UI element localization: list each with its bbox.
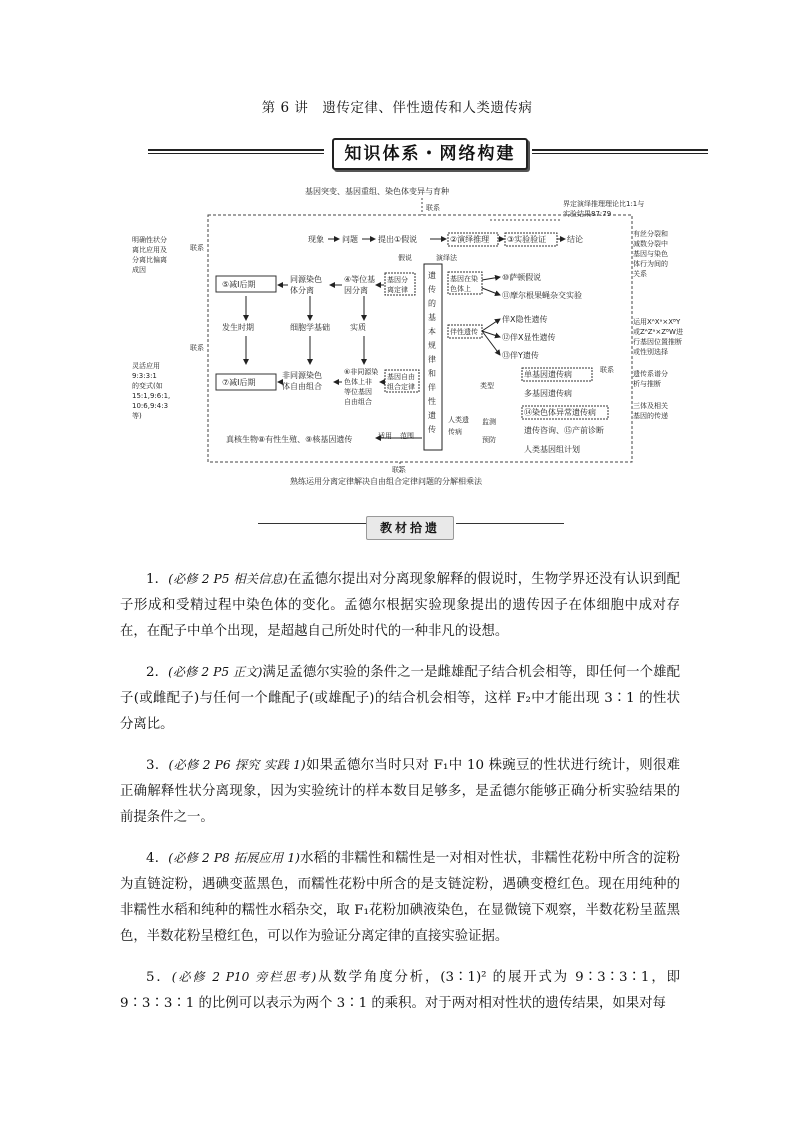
paragraph-number: 2． <box>146 665 169 680</box>
banxing-label: 伴性遗传 <box>450 328 478 336</box>
leixing-label: 类型 <box>480 382 494 390</box>
node-6-2: 等位基因 <box>344 388 372 396</box>
node-fenli-1: 离定律 <box>387 286 408 294</box>
left-lianxi-1: 联系 <box>190 244 204 252</box>
bottom-flow-0: 真核生物⑧有性生殖、⑨核基因遗传 <box>226 435 353 444</box>
paragraph-5 <box>120 964 680 1017</box>
svg-text:性: 性 <box>428 397 436 406</box>
banner-title: 知识体系・网络构建 <box>332 138 528 170</box>
svg-text:遗: 遗 <box>428 411 436 420</box>
right-lianxi: 联系 <box>600 366 614 374</box>
flow-0: 现象 <box>308 235 324 244</box>
left-note-2-5: 等) <box>132 412 142 420</box>
paragraph-source: (必修 2 P5 相关信息) <box>168 572 288 586</box>
right-item2-1: 多基因遗传病 <box>524 389 572 398</box>
right-item-3: ⑫伴X显性遗传 <box>502 333 556 342</box>
knowledge-network-diagram <box>130 180 690 490</box>
outer-dashed-frame <box>208 215 632 462</box>
flow-1: 问题 <box>342 235 358 244</box>
paragraph-source: (必修 2 P8 拓展应用 1) <box>168 851 300 865</box>
left-note-1-0: 明确性状分 <box>132 236 167 244</box>
right-note-1-3: 体行为间的 <box>633 260 668 268</box>
node-6-0: ⑥非同源染 <box>344 368 379 376</box>
right-item-0: ⑩萨顿假说 <box>502 273 542 282</box>
sub-banner-line-left <box>258 523 366 524</box>
yufang-label: 预防 <box>482 436 496 444</box>
svg-text:基: 基 <box>428 313 436 322</box>
right-note-3-0: 遗传系谱分 <box>633 370 668 378</box>
page-title: 第 6 讲 遗传定律、伴性遗传和人类遗传病 <box>261 100 533 116</box>
left-lianxi-2: 联系 <box>190 344 204 352</box>
svg-text:伴: 伴 <box>428 383 436 392</box>
svg-text:的: 的 <box>428 299 436 308</box>
banner-rule-right <box>532 149 708 151</box>
section-banner <box>148 136 708 170</box>
node-fei-1: 体自由组合 <box>282 382 322 391</box>
paragraph-number: 5． <box>146 970 172 985</box>
top-right-note-2: 实验结果87:79 <box>563 210 612 218</box>
node-fenli-0: 基因分 <box>387 276 408 284</box>
right-item2-0: 单基因遗传病 <box>524 370 572 379</box>
right-item2-2: ⑭染色体异常遗传病 <box>524 408 596 417</box>
paragraph-number: 1． <box>146 572 169 587</box>
jiashuo-label: 假说 <box>398 254 412 262</box>
right-note-1-1: 减数分裂中 <box>633 240 668 248</box>
left-note-2-0: 灵活应用 <box>132 362 160 370</box>
right-item2-4: 人类基因组计划 <box>524 445 580 454</box>
right-note-2-2: 行基因位置推断 <box>633 338 682 346</box>
paragraph-1 <box>120 566 680 645</box>
top-lianxi: 联系 <box>426 204 440 212</box>
section-title: 教材拾遗 <box>366 516 454 540</box>
node-6-3: 自由组合 <box>344 398 372 406</box>
node-4-1: 因分离 <box>344 286 368 295</box>
paragraph-number: 4． <box>146 851 169 866</box>
left-note-1-3: 成因 <box>132 266 146 274</box>
node-fei-0: 非同源染色 <box>282 371 322 380</box>
paragraph-text: 从数学角度分析，(3∶1)² 的展开式为 9∶3∶3∶1，即 9∶3∶3∶1 的比例可以表示为两个 3∶1 的乘积。对于两对相对性状的遗传结果，如果对每 <box>120 970 680 1011</box>
paragraph-source: (必修 2 P10 旁栏思考) <box>171 970 317 984</box>
bottom-flow-2: 范围 <box>400 432 414 440</box>
svg-text:本: 本 <box>428 327 436 336</box>
right-note-2-0: 运用XᴬXᵃ×XᴮY <box>633 318 681 326</box>
paragraph-source: (必修 2 P5 正文) <box>168 665 263 679</box>
paragraph-text: 满足孟德尔实验的条件之一是雌雄配子结合机会相等，即任何一个雄配子(或雌配子)与任何一个雌配子(或雄配子)的结合机会相等，这样 F₂中才能出现 3∶1 的性状分离比。 <box>120 665 680 732</box>
top-note: 基因突变、基因重组、染色体变异与育种 <box>305 187 449 196</box>
left-note-2-2: 的变式(如 <box>132 382 163 390</box>
svg-text:遗: 遗 <box>428 271 436 280</box>
bottom-lianxi: 联系 <box>392 466 406 474</box>
right-note-4-0: 三体及相关 <box>633 402 668 410</box>
flow-4: ③实验验证 <box>507 235 547 244</box>
node-ziyou-1: 组合定律 <box>387 383 415 391</box>
right-note-3-1: 析与推断 <box>633 380 661 388</box>
svg-text:律: 律 <box>428 355 436 364</box>
node-5: ⑤减Ⅰ后期 <box>222 280 256 289</box>
right-note-1-0: 有丝分裂和 <box>633 230 668 238</box>
svg-text:规: 规 <box>428 341 436 350</box>
paragraph-2 <box>120 659 680 738</box>
jiance-label: 监测 <box>482 418 496 426</box>
svg-text:传: 传 <box>428 425 436 434</box>
left-note-1-2: 分离比偏离 <box>132 256 167 264</box>
banner-rule-left <box>148 149 324 151</box>
node-4-0: ④等位基 <box>344 275 376 284</box>
flow-3: ②演绎推理 <box>450 235 490 244</box>
paragraph-text: 水稻的非糯性和糯性是一对相对性状，非糯性花粉中所含的淀粉为直链淀粉，遇碘变蓝黑色，而糯性花粉中所含的是支链淀粉，遇碘变橙红色。现在用纯种的非糯性水稻和纯种的糯性水稻杂交，取 F₁花粉加碘液染色，在显微镜下观察，半数花粉呈蓝黑色，半数花粉呈橙红色，可以作为验证分离定律的直接实验证据。 <box>120 851 680 944</box>
right-note-2-1: 或ZᴬZᵃ×ZᴮW进 <box>633 328 683 336</box>
right-note-2-3: 或性别选择 <box>633 348 668 356</box>
bottom-note: 熟练运用分离定律解决自由组合定律问题的分解相乘法 <box>290 477 482 486</box>
node-ziyou-0: 基因自由 <box>387 373 415 381</box>
svg-text:和: 和 <box>428 369 436 378</box>
paragraph-text: 在孟德尔提出对分离现象解释的假说时，生物学界还没有认识到配子形成和受精过程中染色体的变化。孟德尔根据实验现象提出的遗传因子在体细胞中成对存在，在配子中单个出现，是超越自己所处时代的一种非凡的设想。 <box>120 572 681 639</box>
left-note-2-1: 9:3:3:1 <box>132 372 157 380</box>
sub-banner-line-right <box>456 523 564 524</box>
paragraph-number: 3． <box>146 758 169 773</box>
right-item-4: ⑬伴Y遗传 <box>502 351 539 360</box>
right-item-2: 伴X隐性遗传 <box>502 315 548 324</box>
paragraph-4 <box>120 845 680 950</box>
diagram-svg <box>130 180 690 490</box>
jiyin-zai-0: 基因在染 <box>450 275 478 283</box>
paragraph-source: (必修 2 P6 探究 实践 1) <box>168 758 306 772</box>
row-label-0: 发生时期 <box>222 323 254 332</box>
sub-section-banner <box>258 518 564 544</box>
node-6-1: 色体上非 <box>344 378 372 386</box>
svg-text:传: 传 <box>428 285 436 294</box>
row-label-2: 实质 <box>350 323 366 332</box>
left-note-2-3: 15:1,9:6:1, <box>132 392 171 400</box>
paragraph-text: 如果孟德尔当时只对 F₁中 10 株豌豆的性状进行统计，则很难正确解释性状分离现象，因为实验统计的样本数目足够多，是孟德尔能够正确分析实验结果的前提条件之一。 <box>120 758 681 825</box>
left-note-1-1: 离比应用及 <box>132 246 167 254</box>
paragraph-3 <box>120 752 680 831</box>
right-item-1: ⑪摩尔根果蝇杂交实验 <box>502 291 582 300</box>
node-tong-0: 同源染色 <box>290 275 322 284</box>
renlei-0: 人类遗 <box>448 416 469 424</box>
right-note-4-1: 基因的传递 <box>633 412 668 420</box>
left-note-2-4: 10:6,9:4:3 <box>132 402 169 410</box>
row-label-1: 细胞学基础 <box>290 323 330 332</box>
yanyifa-label: 演绎法 <box>436 254 457 262</box>
node-7: ⑦减Ⅰ后期 <box>222 378 256 387</box>
flow-5: 结论 <box>567 235 583 244</box>
jiyin-zai-1: 色体上 <box>450 285 471 293</box>
top-right-note-1: 界定演绎推理理论比1:1与 <box>563 200 645 208</box>
right-note-1-2: 基因与染色 <box>633 250 668 258</box>
flow-2: 提出①假说 <box>378 235 418 244</box>
right-item2-3: 遗传咨询、⑮产前诊断 <box>524 426 604 435</box>
paragraph-list <box>120 566 680 1031</box>
node-tong-1: 体分离 <box>290 286 314 295</box>
right-note-1-4: 关系 <box>633 270 647 278</box>
renlei-1: 传病 <box>448 428 462 436</box>
bottom-flow-1: 适用 <box>378 432 392 440</box>
